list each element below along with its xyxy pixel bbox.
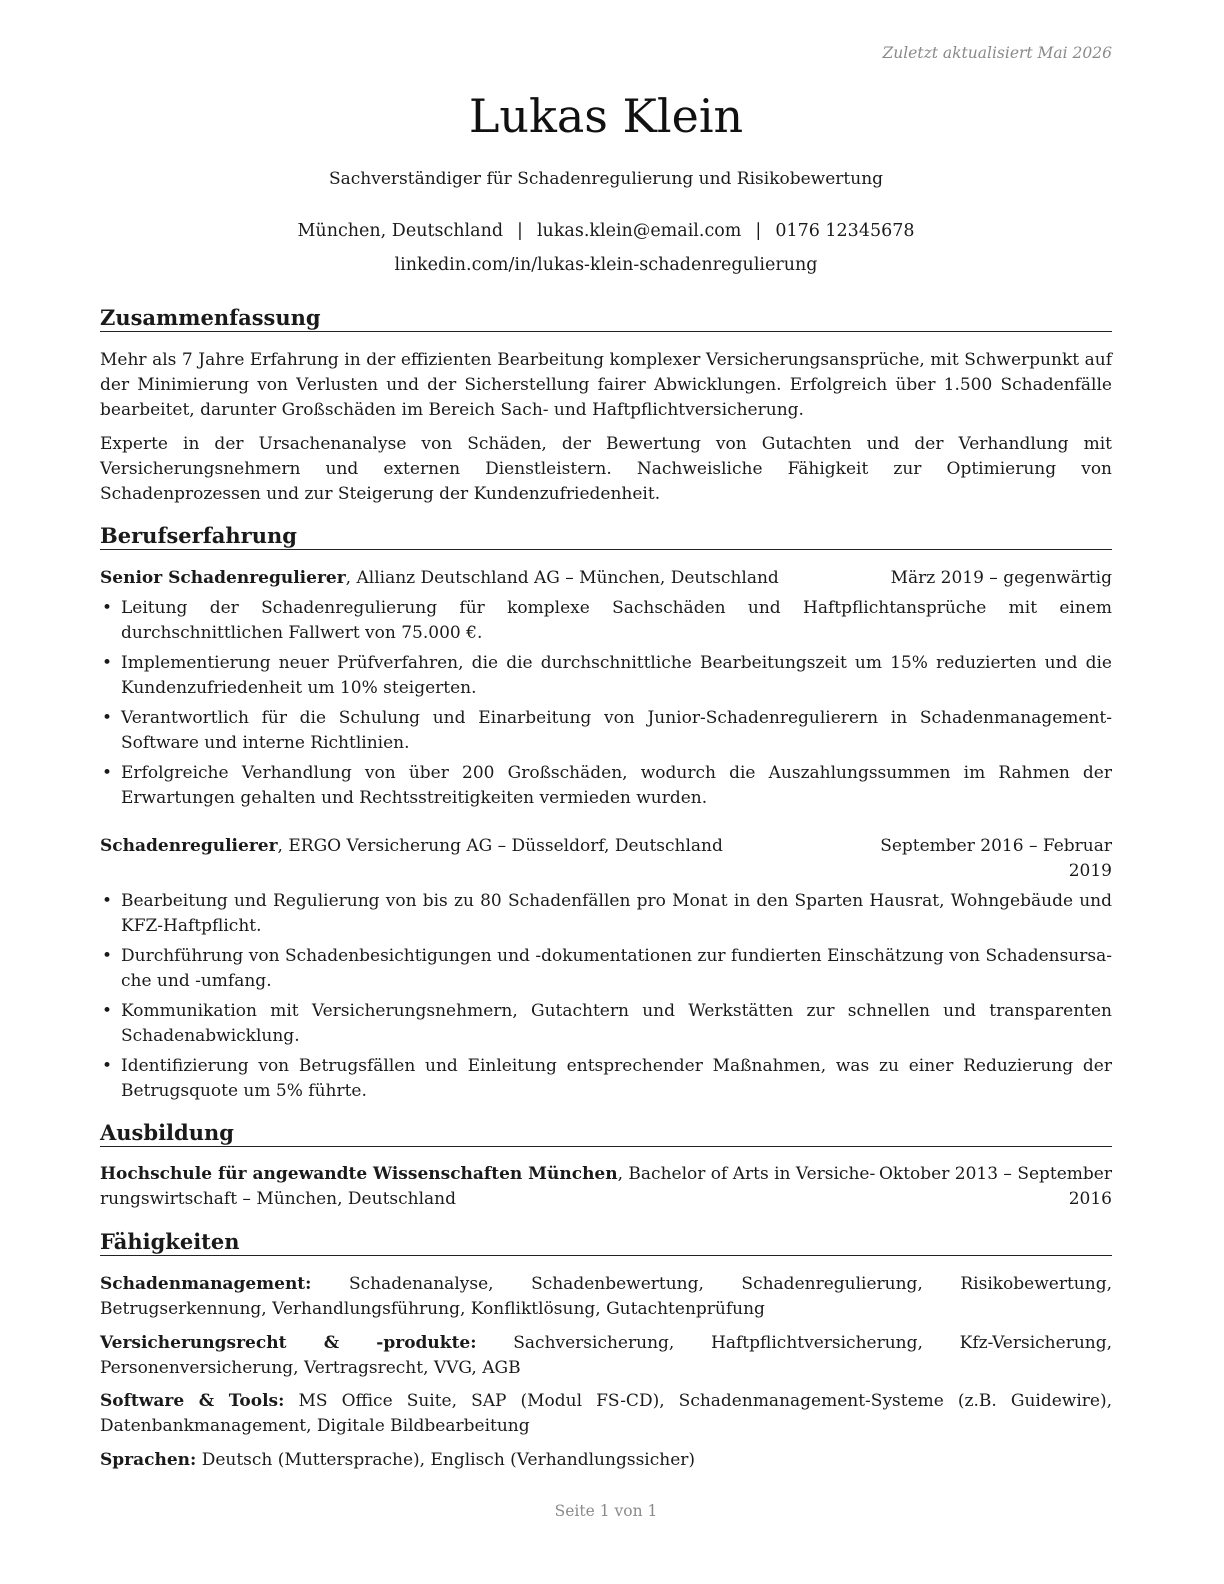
list-item: • Kommunikation mit Versicherungsnehmern, Gutachtern und Werkstätten zur schnellen und transparenten Schadenabwicklung.	[100, 999, 1112, 1049]
last-updated-note: Zuletzt aktualisiert Mai 2026	[882, 44, 1112, 62]
job-bullets	[100, 596, 1112, 816]
education-dates	[879, 1162, 1112, 1212]
skill-row	[100, 1448, 1112, 1473]
job-dates	[880, 834, 1112, 884]
summary-paragraph: Mehr als 7 Jahre Erfahrung in der effizienten Bearbeitung komplexer Versicherungsansprüche, mit Schwerpunkt auf der Minimierung von Verlusten und der Sicherstellung fairer Abwicklungen. Erfolgreich über 1.500 Schadenfälle bearbeitet, darunter Großschäden im Bereich Sach- und Haftpflichtversicherung.	[100, 350, 1112, 420]
section-title-education: Ausbildung	[100, 1120, 1112, 1147]
school-name: Hochschule für angewandte Wissenschaften München	[100, 1164, 618, 1184]
skill-text: MS Office Suite, SAP (Modul FS-CD), Schadenmanagement-Systeme (z.B. Guidewire), Datenbankmanagement, Digitale Bildbearbeitung	[100, 1391, 1112, 1436]
summary-paragraph: Experte in der Ursachenanalyse von Schäden, der Bewertung von Gutachten und der Verhandlung mit Versicherungsnehmern und externen Dienstleistern. Nachweisliche Fähigkeit zur Optimierung von Schadenprozessen und zur Steigerung der Kundenzufriedenheit.	[100, 434, 1112, 504]
section-title-skills: Fähigkeiten	[100, 1229, 1112, 1256]
skill-row	[100, 1389, 1112, 1439]
contact-separator: |	[755, 221, 762, 241]
list-item: • Leitung der Schadenregulierung für komplexe Sachschäden und Haftpflichtansprüche mit einem durchschnittlichen Fallwert von 75.000 €.	[100, 596, 1112, 646]
list-item: • Erfolgreiche Verhandlung von über 200 Großschäden, wodurch die Auszahlungssummen im Rahmen der Erwartungen gehalten und Rechtsstreitigkeiten vermieden wurden.	[100, 761, 1112, 811]
job-dates: März 2019 – gegenwärtig	[890, 568, 1112, 588]
education-dates-line: 2016	[1068, 1189, 1112, 1209]
job-company: , ERGO Versicherung AG – Düsseldorf, Deutschland	[277, 836, 723, 856]
education-dates-line: Oktober 2013 – September	[878, 1164, 1112, 1184]
list-item: • Implementierung neuer Prüfverfahren, die die durchschnittliche Bearbeitungszeit um 15% reduzierten und die Kundenzufriedenheit um 10% steigerten.	[100, 651, 1112, 701]
section-title-summary: Zusammenfassung	[100, 305, 1112, 332]
education-line: rungswirtschaft – München, Deutschland	[100, 1189, 456, 1209]
job-role: Senior Schadenregulierer	[100, 568, 346, 588]
job-role: Schadenregulierer	[100, 836, 278, 856]
resume-page	[100, 0, 1112, 1584]
skill-label: Sprachen:	[100, 1450, 197, 1470]
phone-number: 0176 12345678	[775, 221, 915, 241]
contact-line	[100, 219, 1112, 244]
linkedin-link[interactable]: linkedin.com/in/lukas-klein-schadenregulierung	[394, 255, 818, 275]
list-item: • Durchführung von Schadenbesichtigungen und -dokumentationen zur fundierten Einschätzung von Schadensursache und -umfang.	[100, 944, 1112, 994]
section-title-experience: Berufserfahrung	[100, 523, 1112, 550]
list-item: • Bearbeitung und Regulierung von bis zu 80 Schadenfällen pro Monat in den Sparten Hausrat, Wohngebäude und KFZ-Haftpflicht.	[100, 889, 1112, 939]
list-item: • Identifizierung von Betrugsfällen und Einleitung entsprechender Maßnahmen, was zu einer Reduzierung der Betrugsquote um 5% führte.	[100, 1054, 1112, 1104]
job-dates-line: 2019	[1068, 861, 1112, 881]
skill-row	[100, 1331, 1112, 1381]
skill-label: Schadenmanagement:	[100, 1274, 312, 1294]
skill-text: Sachversicherung, Haftpflichtversicherung, Kfz-Versicherung, Personenversicherung, Vertragsrecht, VVG, AGB	[100, 1333, 1112, 1378]
job-company: , Allianz Deutschland AG – München, Deutschland	[345, 568, 779, 588]
contact-separator: |	[517, 221, 523, 241]
job-dates-line: September 2016 – Februar	[880, 836, 1112, 856]
education-entry	[100, 1162, 1112, 1212]
candidate-subtitle: Sachverständiger für Schadenregulierung und Risikobewertung	[328, 169, 884, 189]
skill-label: Software & Tools:	[100, 1391, 285, 1411]
job-bullets	[100, 889, 1112, 1109]
skill-label: Versicherungsrecht & -produkte:	[100, 1333, 477, 1353]
degree: , Bachelor of Arts in Versiche-	[617, 1164, 876, 1184]
page-number: Seite 1 von 1	[554, 1502, 658, 1520]
skill-text: Deutsch (Muttersprache), Englisch (Verhandlungssicher)	[196, 1450, 696, 1470]
job-header	[100, 834, 1112, 884]
candidate-name: Lukas Klein	[468, 89, 744, 143]
education-line	[100, 1162, 875, 1187]
location: München, Deutschland	[297, 221, 504, 241]
skill-row	[100, 1272, 1112, 1322]
list-item: • Verantwortlich für die Schulung und Einarbeitung von Junior-Schadenregulierern in Schadenmanagement-Software und interne Richtlinien.	[100, 706, 1112, 756]
email-link[interactable]: lukas.klein@email.com	[536, 221, 742, 241]
skill-text: Schadenanalyse, Schadenbewertung, Schadenregulierung, Risikobewertung, Betrugserkennung, Verhandlungsführung, Konfliktlösung, Gutachtenprüfung	[100, 1274, 1112, 1319]
